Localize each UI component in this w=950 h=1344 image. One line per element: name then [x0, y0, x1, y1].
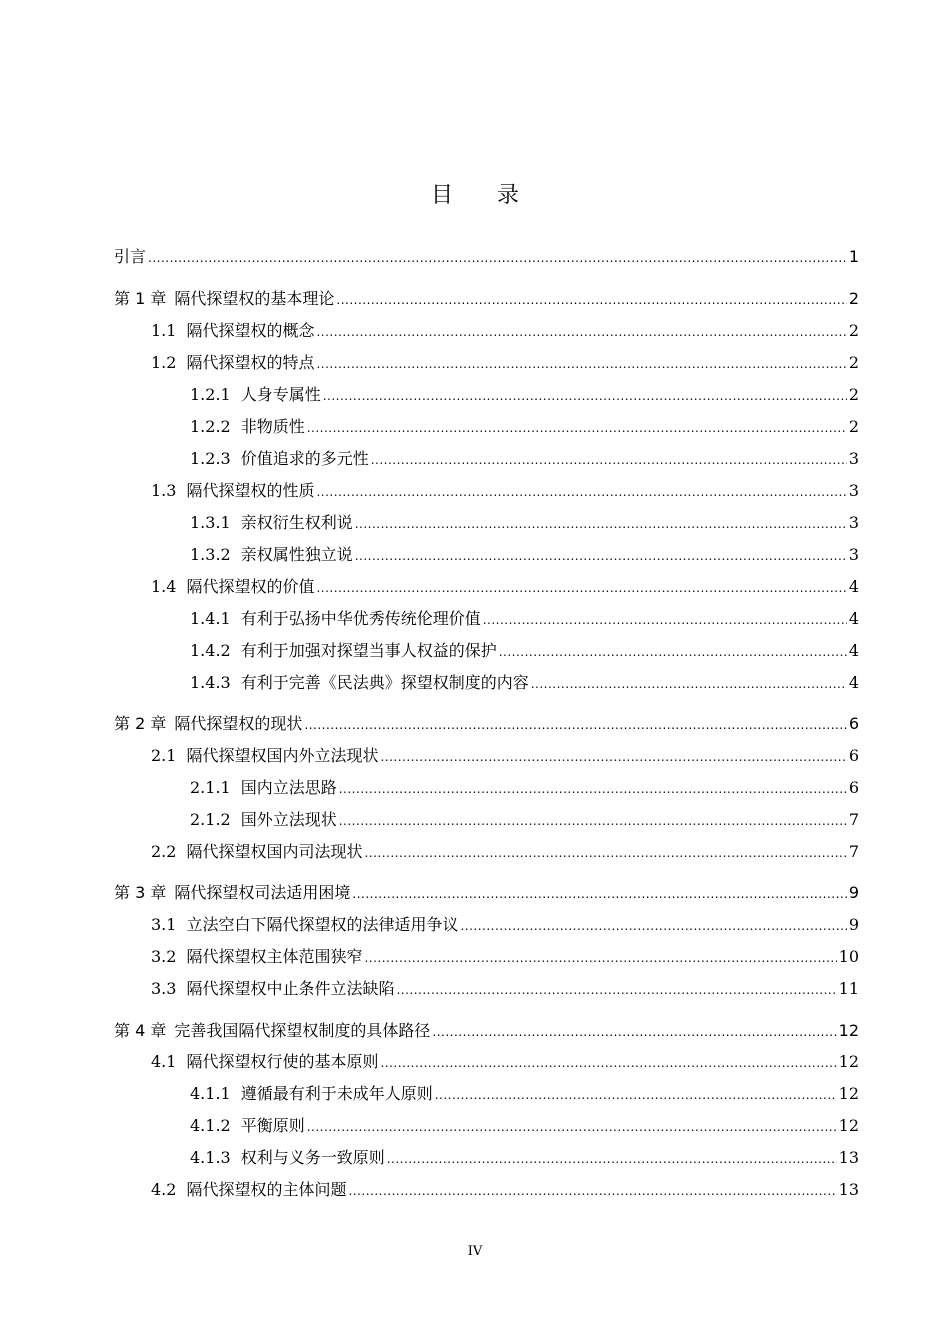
toc-entry-number: 4.1: [151, 1052, 177, 1071]
toc-dot-leader: [316, 574, 846, 601]
toc-entry-page: 2: [848, 385, 859, 404]
toc-dot-leader: [499, 638, 847, 665]
toc-entry-title: 隔代探望权的性质: [186, 481, 315, 500]
toc-entry[interactable]: [114, 880, 859, 906]
toc-entry-page: 3: [848, 481, 859, 500]
toc-entry[interactable]: [151, 574, 859, 600]
toc-entry-title: 隔代探望权主体范围狭窄: [186, 947, 363, 966]
toc-entry-number: 第 4 章: [114, 1021, 167, 1040]
toc-entry[interactable]: [190, 775, 859, 801]
toc-entry[interactable]: [190, 807, 859, 833]
toc-dot-leader: [380, 743, 846, 770]
toc-entry-title: 隔代探望权的现状: [174, 714, 303, 733]
toc-entry-title: 隔代探望权的概念: [186, 321, 315, 340]
toc-entry-number: 第 3 章: [114, 883, 167, 902]
toc-dot-leader: [364, 944, 836, 971]
toc-entry-page: 2: [848, 353, 859, 372]
toc-dot-leader: [323, 382, 847, 409]
toc-entry-page: 7: [848, 842, 859, 861]
toc-entry-page: 2: [848, 289, 859, 308]
toc-entry-title: 有利于完善《民法典》探望权制度的内容: [240, 673, 529, 692]
page-number-footer: IV: [467, 1244, 483, 1259]
toc-entry-page: 9: [848, 883, 859, 902]
toc-entry-page: 7: [848, 810, 859, 829]
toc-entry[interactable]: [151, 912, 859, 938]
toc-entry-page: 10: [838, 947, 859, 966]
toc-entry-title: 引言: [114, 247, 147, 266]
toc-entry-title: 隔代探望权司法适用困境: [174, 883, 351, 902]
toc-entry[interactable]: [114, 711, 859, 737]
toc-entry-title: 隔代探望权国内司法现状: [186, 842, 363, 861]
toc-entry-title: 价值追求的多元性: [240, 449, 369, 468]
toc-dot-leader: [316, 318, 846, 345]
toc-entry-title: 立法空白下隔代探望权的法律适用争议: [186, 915, 459, 934]
toc-dot-leader: [483, 606, 847, 633]
toc-entry-page: 4: [848, 577, 859, 596]
toc-entry-page: 3: [848, 449, 859, 468]
toc-entry-number: 1.1: [151, 321, 177, 340]
toc-entry[interactable]: [190, 1113, 859, 1139]
toc-dot-leader: [371, 446, 847, 473]
toc-entry-page: 4: [848, 609, 859, 628]
toc-entry-page: 12: [838, 1021, 859, 1040]
toc-dot-leader: [348, 1177, 836, 1204]
toc-entry-title: 权利与义务一致原则: [240, 1148, 385, 1167]
toc-dot-leader: [435, 1081, 837, 1108]
toc-entry-title: 完善我国隔代探望权制度的具体路径: [174, 1021, 431, 1040]
toc-entry-number: 1.3.2: [190, 545, 231, 564]
toc-entry-page: 13: [838, 1148, 859, 1167]
toc-entry[interactable]: [151, 318, 859, 344]
toc-dot-leader: [460, 912, 846, 939]
toc-entry-title: 国外立法现状: [240, 810, 337, 829]
toc-dot-leader: [316, 478, 846, 505]
toc-dot-leader: [432, 1018, 836, 1045]
toc-entry-page: 6: [848, 746, 859, 765]
toc-dot-leader: [380, 1049, 836, 1076]
toc-entry[interactable]: [190, 542, 859, 568]
toc-entry[interactable]: [151, 1049, 859, 1075]
toc-entry-number: 第 1 章: [114, 289, 167, 308]
toc-entry-number: 2.1.2: [190, 810, 231, 829]
toc-entry-number: 3.1: [151, 915, 177, 934]
toc-entry-number: 1.2.1: [190, 385, 231, 404]
toc-entry-page: 12: [838, 1052, 859, 1071]
toc-entry-title: 有利于弘扬中华优秀传统伦理价值: [240, 609, 481, 628]
toc-dot-leader: [336, 286, 846, 313]
toc-entry-title: 平衡原则: [240, 1116, 305, 1135]
toc-entry[interactable]: [151, 350, 859, 376]
toc-entry[interactable]: [190, 1145, 859, 1171]
toc-entry[interactable]: [114, 244, 859, 270]
toc-dot-leader: [339, 775, 847, 802]
toc-entry-number: 1.4: [151, 577, 177, 596]
toc-entry[interactable]: [151, 743, 859, 769]
toc-dot-leader: [307, 1113, 837, 1140]
toc-entry[interactable]: [151, 839, 859, 865]
toc-entry-number: 1.2.2: [190, 417, 231, 436]
toc-entry[interactable]: [190, 670, 859, 696]
toc-entry-title: 隔代探望权国内外立法现状: [186, 746, 379, 765]
toc-entry[interactable]: [190, 414, 859, 440]
page-title: 目 录: [430, 183, 519, 208]
toc-dot-leader: [531, 670, 847, 697]
toc-entry-title: 隔代探望权的价值: [186, 577, 315, 596]
toc-entry-title: 遵循最有利于未成年人原则: [240, 1084, 433, 1103]
toc-entry-number: 2.2: [151, 842, 177, 861]
toc-dot-leader: [316, 350, 846, 377]
toc-entry-title: 隔代探望权的主体问题: [186, 1180, 347, 1199]
toc-entry-title: 有利于加强对探望当事人权益的保护: [240, 641, 497, 660]
toc-entry-number: 1.2: [151, 353, 177, 372]
toc-entry[interactable]: [114, 1018, 859, 1044]
toc-dot-leader: [364, 839, 846, 866]
toc-entry-title: 隔代探望权的特点: [186, 353, 315, 372]
toc-entry-number: 4.1.1: [190, 1084, 231, 1103]
toc-dot-leader: [352, 880, 846, 907]
toc-entry-title: 人身专属性: [240, 385, 321, 404]
toc-entry[interactable]: [190, 638, 859, 664]
toc-entry-number: 4.2: [151, 1180, 177, 1199]
toc-entry[interactable]: [190, 606, 859, 632]
toc-entry-number: 2.1.1: [190, 778, 231, 797]
toc-entry-page: 4: [848, 641, 859, 660]
toc-entry-number: 1.4.1: [190, 609, 231, 628]
toc-entry-number: 1.3.1: [190, 513, 231, 532]
toc-dot-leader: [307, 414, 847, 441]
toc-entry-number: 3.3: [151, 979, 177, 998]
toc-entry[interactable]: [190, 510, 859, 536]
toc-entry-number: 1.4.2: [190, 641, 231, 660]
toc-entry-page: 6: [848, 714, 859, 733]
toc-entry-number: 2.1: [151, 746, 177, 765]
toc-entry[interactable]: [190, 382, 859, 408]
toc-entry[interactable]: [151, 944, 859, 970]
toc-entry-number: 第 2 章: [114, 714, 167, 733]
toc-entry-number: 3.2: [151, 947, 177, 966]
toc-entry-page: 2: [848, 321, 859, 340]
toc-entry[interactable]: [114, 286, 859, 312]
toc-entry-title: 非物质性: [240, 417, 305, 436]
toc-entry-page: 13: [838, 1180, 859, 1199]
toc-entry-page: 6: [848, 778, 859, 797]
toc-dot-leader: [396, 976, 836, 1003]
toc-entry-page: 3: [848, 513, 859, 532]
toc-entry-title: 国内立法思路: [240, 778, 337, 797]
toc-entry-page: 12: [838, 1084, 859, 1103]
toc-dot-leader: [355, 542, 847, 569]
toc-dot-leader: [304, 711, 846, 738]
toc-entry-title: 亲权属性独立说: [240, 545, 353, 564]
toc-entry-page: 2: [848, 417, 859, 436]
toc-entry[interactable]: [190, 1081, 859, 1107]
toc-entry[interactable]: [151, 1177, 859, 1203]
toc-entry-number: 4.1.2: [190, 1116, 231, 1135]
toc-entry-number: 1.2.3: [190, 449, 231, 468]
toc-entry-page: 12: [838, 1116, 859, 1135]
toc-entry[interactable]: [190, 446, 859, 472]
toc-entry-title: 隔代探望权中止条件立法缺陷: [186, 979, 395, 998]
toc-entry-page: 11: [838, 979, 859, 998]
toc-dot-leader: [355, 510, 847, 537]
toc-entry-page: 3: [848, 545, 859, 564]
toc-entry[interactable]: [151, 976, 859, 1002]
toc-entry-number: 1.4.3: [190, 673, 231, 692]
toc-entry-number: 4.1.3: [190, 1148, 231, 1167]
toc-entry-title: 隔代探望权的基本理论: [174, 289, 335, 308]
toc-entry-page: 9: [848, 915, 859, 934]
toc-dot-leader: [387, 1145, 837, 1172]
toc-dot-leader: [148, 244, 847, 271]
toc-entry[interactable]: [151, 478, 859, 504]
toc-entry-number: 1.3: [151, 481, 177, 500]
toc-dot-leader: [339, 807, 847, 834]
toc-entry-page: 1: [848, 247, 859, 266]
toc-entry-page: 4: [848, 673, 859, 692]
toc-entry-title: 隔代探望权行使的基本原则: [186, 1052, 379, 1071]
toc-entry-title: 亲权衍生权利说: [240, 513, 353, 532]
